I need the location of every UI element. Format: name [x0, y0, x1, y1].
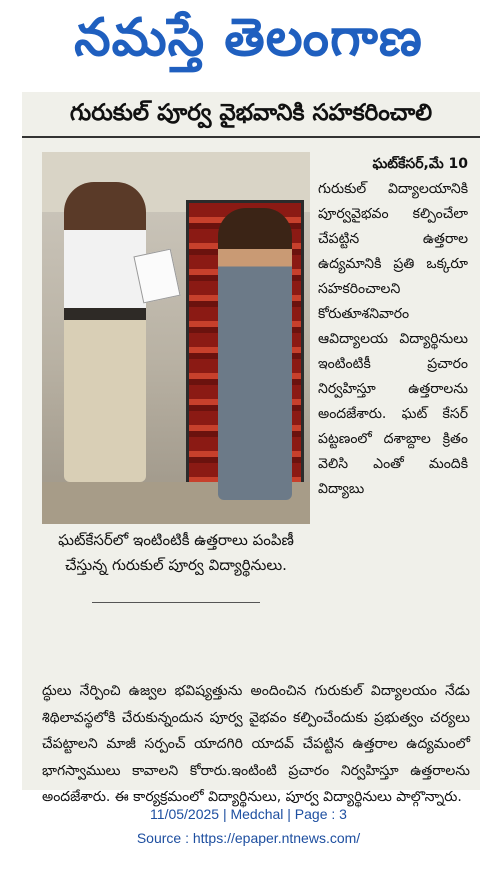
footer-source[interactable]: Source : https://epaper.ntnews.com/	[136, 830, 361, 846]
footer-info: 11/05/2025 | Medchal | Page : 3	[150, 806, 347, 822]
headline-rule	[22, 136, 480, 138]
photo-girl	[218, 208, 292, 500]
photo-caption: ఘట్‌కేసర్‌లో ఇంటింటికీ ఉత్తరాలు పంపిణీ చేస్తున్న గురుకుల్ పూర్వ విద్యార్థినులు.	[58, 531, 294, 574]
headline: గురుకుల్ పూర్వ వైభవానికి సహకరించాలి	[69, 100, 433, 126]
article-body: ద్ధులు నేర్పించి ఉజ్వల భవిష్యత్తును అందించిన గురుకుల్ విద్యాలయం నేడు శిథిలావస్థలోకి చేరుకున్నందున పూర్వ వైభవం కల్పించేందుకు ప్రభుత్వం చర్యలు చేపట్టాలని మాజీ సర్పంచ్ యాదగిరి యాదవ్ చేపట్టిన ఉత్తరాల ఉద్యమంలో భాగస్వాములు కావాలని కోరారు.ఇంటింటి ప్రచారం నిర్వహిస్తూ ఉత్తరాలను అందజేశారు. ఈ కార్యక్రమంలో విద్యార్థినులు, పూర్వ విద్యార్థినులు పాల్గొన్నారు.	[42, 683, 470, 805]
masthead-logo	[0, 0, 497, 88]
caption-rule	[92, 602, 260, 603]
article-column	[318, 152, 468, 502]
photo-man	[64, 182, 146, 482]
news-clipping	[22, 92, 480, 805]
dateline: ఘట్‌కేసర్,మే 10	[372, 156, 468, 172]
news-photo	[42, 152, 310, 524]
article-column-text: గురుకుల్ విద్యాలయానికి పూర్వవైభవం కల్పించేలా చేపట్టిన ఉత్తరాల ఉద్యమానికి ప్రతి ఒక్కరూ సహకరించాలని కోరుతూశనివారం ఆవిద్యాలయ విద్యార్థినులు ఇంటింటికీ ప్రచారం నిర్వహిస్తూ ఉత్తరాలను అందజేశారు. ఘట్ కేసర్ పట్టణంలో దశాబ్దాల క్రితం వెలిసి ఎంతో మందికి విద్యాబు	[318, 181, 468, 497]
logo-text: నమస్తే తెలంగాణ	[74, 7, 423, 68]
